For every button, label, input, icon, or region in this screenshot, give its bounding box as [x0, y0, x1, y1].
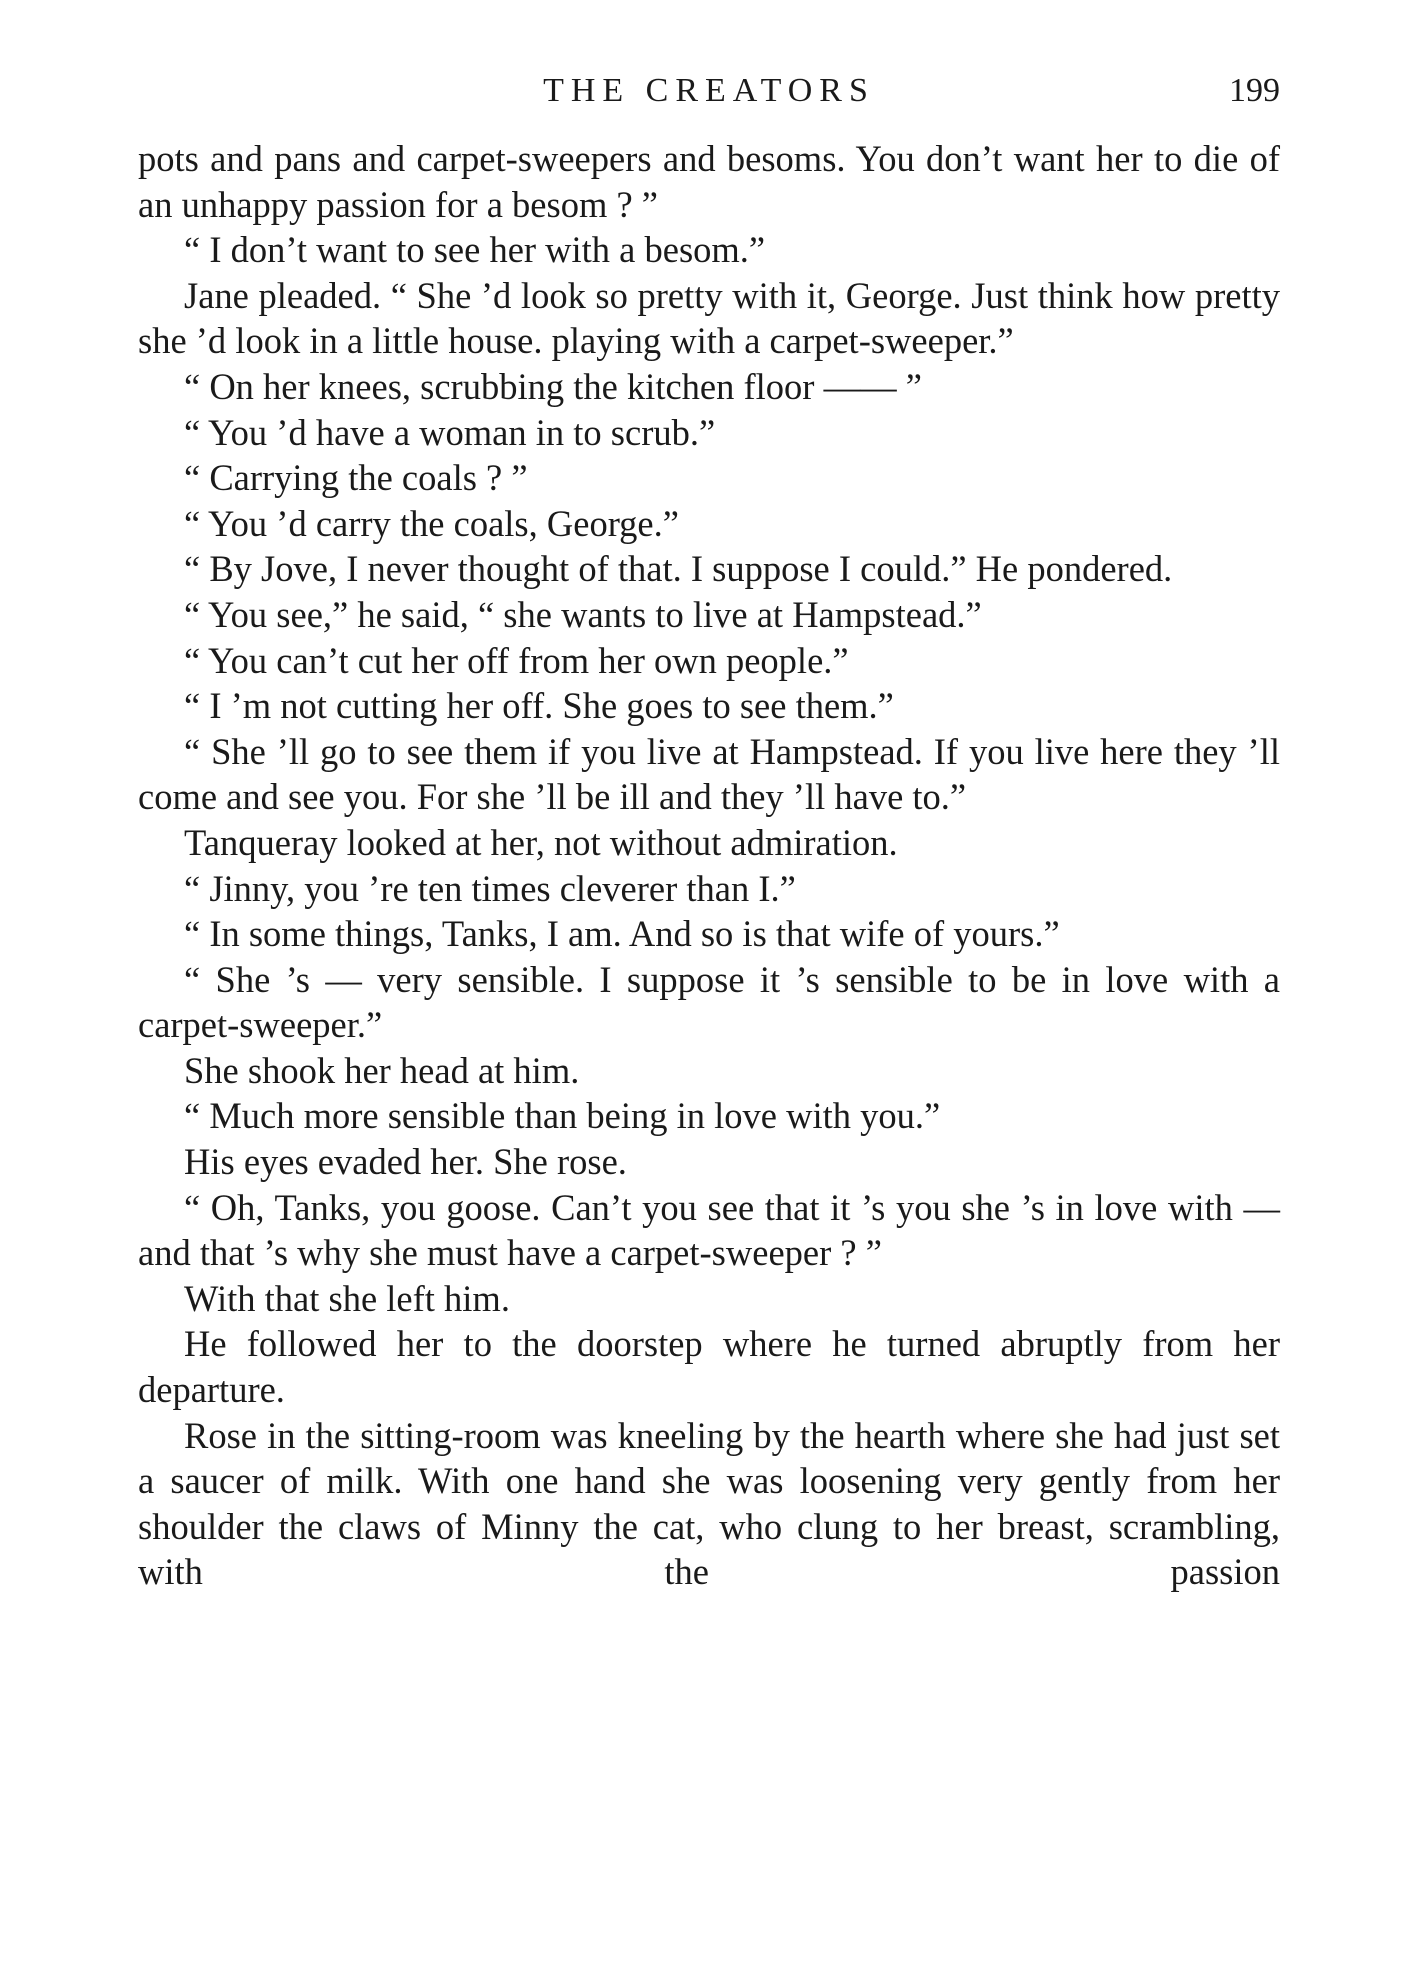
paragraph: “ By Jove, I never thought of that. I suppose I could.” He pondered. [184, 548, 1173, 590]
body-text [138, 136, 1280, 1595]
paragraph: “ Oh, Tanks, you goose. Can’t you see that it ’s you she ’s in love with — and that ’s why she must have a carpet-sweeper ? ” [138, 1186, 1280, 1274]
running-head: THE CREATORS [543, 72, 875, 109]
paragraph: “ She ’ll go to see them if you live at Hampstead. If you live here they ’ll come and see you. For she ’ll be ill and they ’ll have to.” [138, 730, 1280, 818]
paragraph: “ I don’t want to see her with a besom.” [184, 229, 766, 271]
paragraph: His eyes evaded her. She rose. [184, 1141, 627, 1183]
paragraph: “ You see,” he said, “ she wants to live at Hampstead.” [184, 593, 982, 635]
paragraph: “ She ’s — very sensible. I suppose it ’s sensible to be in love with a carpet-sweeper.” [138, 958, 1280, 1046]
paragraph: Jane pleaded. “ She ’d look so pretty with it, George. Just think how pretty she ’d look in a little house. playing with a carpet-sweeper.” [138, 274, 1280, 362]
paragraph: “ You ’d carry the coals, George.” [184, 502, 679, 544]
paragraph: “ Jinny, you ’re ten times cleverer than I.” [184, 867, 796, 909]
paragraph: “ On her knees, scrubbing the kitchen floor —— ” [184, 365, 922, 407]
paragraph: “ I ’m not cutting her off. She goes to see them.” [184, 685, 894, 727]
paragraph: Rose in the sitting-room was kneeling by the hearth where she had just set a saucer of milk. With one hand she was loosening very gently from her shoulder the claws of Minny the cat, who clung to her breast, scrambling, with the passion [138, 1414, 1280, 1593]
paragraph: With that she left him. [184, 1277, 510, 1319]
paragraph: She shook her head at him. [184, 1049, 580, 1091]
paragraph: “ Carrying the coals ? ” [184, 457, 528, 499]
page-number: 199 [1229, 72, 1280, 109]
paragraph: “ Much more sensible than being in love with you.” [184, 1095, 941, 1137]
paragraph: He followed her to the doorstep where he turned abruptly from her departure. [138, 1323, 1280, 1411]
paragraph: “ You ’d have a woman in to scrub.” [184, 411, 716, 453]
paragraph: Tanqueray looked at her, not without admiration. [184, 821, 898, 863]
book-page [138, 72, 1280, 1595]
page-header [138, 72, 1280, 122]
paragraph: pots and pans and carpet-sweepers and besoms. You don’t want her to die of an unhappy passion for a besom ? ” [138, 138, 1280, 225]
paragraph: “ In some things, Tanks, I am. And so is that wife of yours.” [184, 913, 1060, 955]
paragraph: “ You can’t cut her off from her own people.” [184, 639, 849, 681]
